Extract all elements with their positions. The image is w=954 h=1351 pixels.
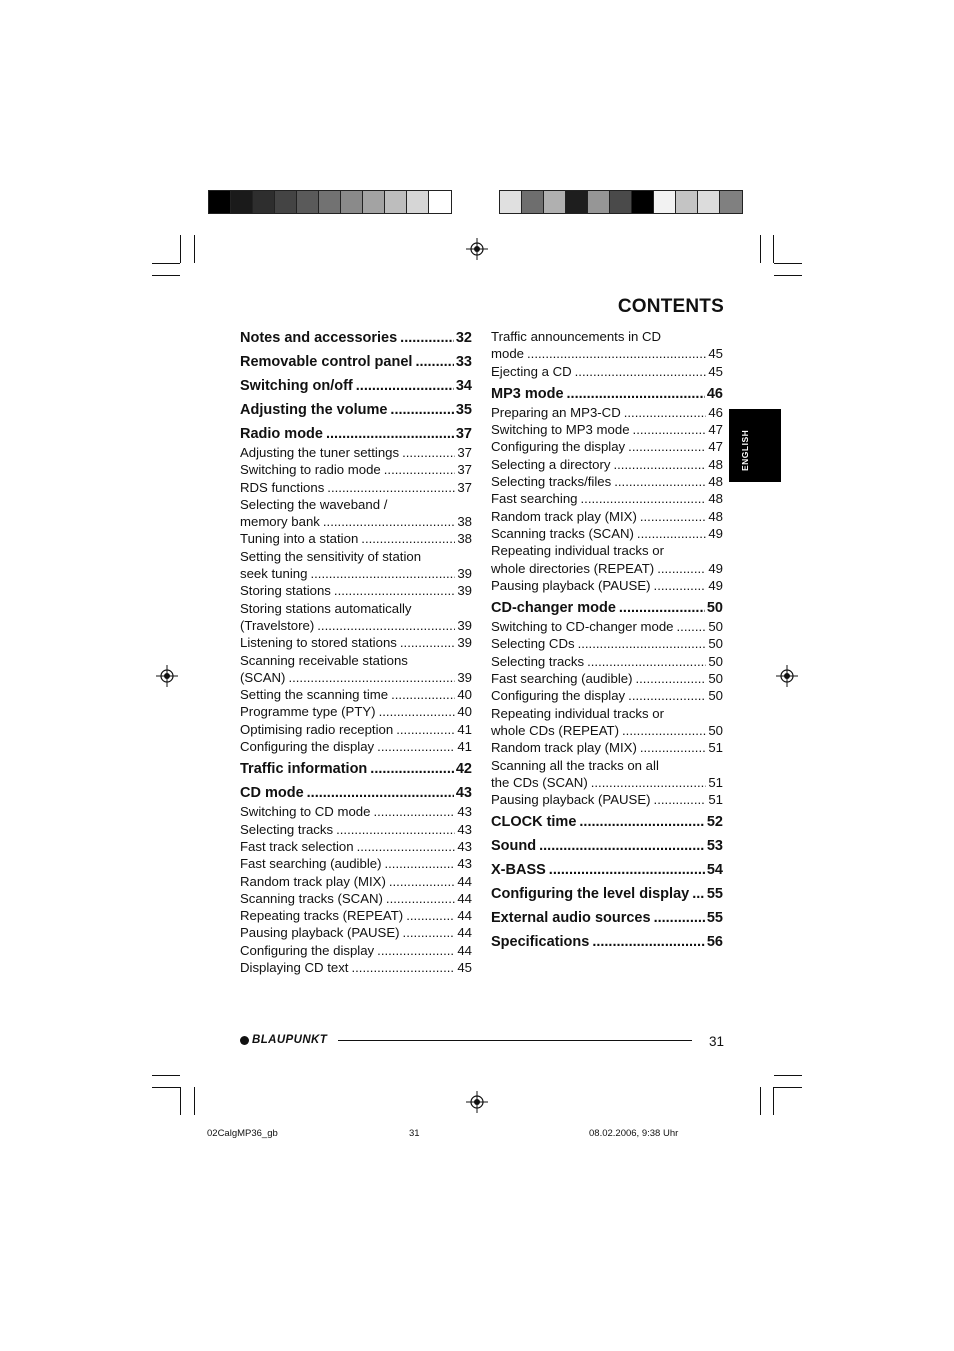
toc-entry — [240, 634, 472, 651]
dot-leader — [334, 582, 455, 599]
toc-page-number: 37 — [457, 445, 472, 460]
toc-label: Notes and accessories — [240, 330, 398, 346]
toc-entry-line: Scanning receivable stations — [240, 652, 408, 668]
dot-leader — [657, 560, 706, 577]
toc-page-number: 52 — [706, 814, 723, 831]
dot-leader — [628, 687, 706, 704]
toc-label: Listening to stored stations — [240, 635, 397, 651]
color-swatch — [500, 191, 522, 213]
dot-leader — [377, 738, 455, 755]
color-swatch — [363, 191, 385, 213]
toc-page-number: 50 — [708, 636, 723, 652]
toc-label: Configuring the display — [491, 439, 626, 455]
toc-entry — [240, 617, 472, 634]
toc-label: Removable control panel — [240, 354, 413, 370]
toc-page-number: 55 — [706, 886, 723, 903]
toc-page-number: 43 — [455, 785, 472, 802]
dot-leader — [587, 653, 706, 670]
color-swatch — [341, 191, 363, 213]
toc-entry — [491, 456, 723, 473]
toc-page-number: 47 — [708, 422, 723, 438]
toc-entry — [240, 890, 472, 907]
toc-entry — [240, 565, 472, 582]
dot-leader — [633, 421, 707, 438]
slug-date: 08.02.2006, 9:38 Uhr — [589, 1128, 679, 1139]
toc-label: whole CDs (REPEAT) — [491, 722, 619, 738]
registration-target-icon — [776, 665, 798, 687]
toc-entry-line: Repeating individual tracks or — [491, 705, 664, 721]
dot-leader — [692, 884, 705, 904]
toc-entry-line: Storing stations automatically — [240, 600, 412, 616]
toc-label: Pausing playback (PAUSE) — [240, 925, 400, 941]
dot-leader — [654, 577, 707, 594]
toc-entry — [491, 722, 723, 739]
toc-entry-line: Scanning all the tracks on all — [491, 757, 659, 773]
toc-label: whole directories (REPEAT) — [491, 560, 655, 576]
dot-leader — [386, 890, 455, 907]
toc-page-number: 38 — [457, 514, 472, 530]
dot-leader — [415, 352, 453, 372]
color-swatch — [209, 191, 231, 213]
color-swatch — [610, 191, 632, 213]
toc-label: Configuring the display — [240, 739, 375, 755]
dot-leader — [370, 759, 454, 779]
toc-entry — [491, 560, 723, 577]
dot-leader — [624, 404, 707, 421]
color-swatch — [720, 191, 742, 213]
dot-leader — [567, 384, 705, 404]
toc-section — [491, 908, 723, 928]
color-swatch — [588, 191, 610, 213]
toc-label: Ejecting a CD — [491, 363, 572, 379]
toc-page-number: 44 — [457, 890, 472, 906]
toc-label: External audio sources — [491, 910, 651, 927]
toc-label: Selecting tracks — [491, 653, 585, 669]
color-swatch — [676, 191, 698, 213]
toc-page-number: 32 — [455, 330, 472, 346]
dot-leader — [391, 686, 455, 703]
toc-page-number: 41 — [457, 721, 472, 737]
toc-label: (Travelstore) — [240, 617, 315, 633]
toc-section — [491, 932, 723, 952]
toc-page-number: 39 — [457, 583, 472, 599]
dot-leader — [591, 774, 707, 791]
toc-label: Specifications — [491, 934, 590, 951]
toc-page-number: 55 — [706, 910, 723, 927]
toc-page-number: 39 — [457, 566, 472, 582]
toc-page-number: 41 — [457, 739, 472, 755]
toc-section — [491, 836, 723, 856]
toc-page-number: 39 — [457, 669, 472, 685]
toc-section — [491, 860, 723, 880]
dot-leader — [575, 363, 707, 380]
toc-label: Sound — [491, 838, 537, 855]
color-swatch — [231, 191, 253, 213]
toc-label: CD mode — [240, 785, 304, 802]
toc-label: Random track play (MIX) — [491, 508, 637, 524]
dot-leader — [578, 635, 707, 652]
toc-entry — [240, 738, 472, 755]
toc-label: Adjusting the volume — [240, 402, 388, 418]
toc-label: Storing stations — [240, 583, 331, 599]
slug-file-name: 02CalgMP36_gb — [207, 1128, 278, 1139]
toc-page-number: 44 — [457, 908, 472, 924]
toc-label: Switching to CD mode — [240, 804, 371, 820]
toc-label: Switching to CD-changer mode — [491, 619, 674, 635]
dot-leader — [654, 791, 707, 808]
registration-target-icon — [156, 665, 178, 687]
toc-section — [491, 598, 723, 618]
dot-leader — [326, 424, 454, 444]
toc-label: Random track play (MIX) — [240, 873, 386, 889]
toc-label: X-BASS — [491, 862, 546, 879]
toc-entry — [491, 774, 723, 791]
dot-leader — [613, 456, 706, 473]
toc-label: Displaying CD text — [240, 960, 349, 976]
toc-label: Selecting CDs — [491, 636, 575, 652]
dot-leader — [539, 836, 705, 856]
toc-page-number: 44 — [457, 873, 472, 889]
toc-label: Repeating tracks (REPEAT) — [240, 908, 404, 924]
toc-label: Switching to radio mode — [240, 462, 381, 478]
toc-label: Configuring the level display — [491, 886, 690, 903]
toc-page-number: 45 — [457, 960, 472, 976]
toc-entry-line: Traffic announcements in CD — [491, 329, 662, 344]
toc-page-number: 54 — [706, 862, 723, 879]
toc-entry — [240, 669, 472, 686]
dot-leader — [635, 670, 706, 687]
color-swatch — [319, 191, 341, 213]
toc-page-number: 40 — [457, 704, 472, 720]
language-tab-label: ENGLISH — [740, 429, 750, 471]
toc-section — [240, 424, 472, 444]
toc-entry — [491, 473, 723, 490]
toc-section — [240, 328, 472, 348]
toc-label: Selecting tracks — [240, 821, 334, 837]
brand-name: BLAUPUNKT — [252, 1034, 328, 1046]
toc-page-number: 37 — [457, 479, 472, 495]
toc-page-number: 43 — [457, 838, 472, 854]
toc-page-number: 51 — [708, 740, 723, 756]
dot-leader — [373, 803, 455, 820]
color-swatch — [429, 191, 451, 213]
dot-leader — [396, 721, 455, 738]
toc-page-number: 56 — [706, 934, 723, 951]
toc-section — [240, 783, 472, 803]
dot-leader — [288, 669, 455, 686]
dot-leader — [351, 959, 455, 976]
toc-page-number: 48 — [708, 456, 723, 472]
toc-entry — [240, 907, 472, 924]
toc-entry — [240, 924, 472, 941]
registration-target-icon — [466, 1091, 488, 1113]
toc-page-number: 49 — [708, 525, 723, 541]
footer-rule — [338, 1040, 692, 1041]
toc-page-number: 48 — [708, 474, 723, 490]
toc-page-number: 51 — [708, 774, 723, 790]
toc-label: Programme type (PTY) — [240, 704, 376, 720]
dot-leader — [307, 783, 454, 803]
toc-section — [491, 384, 723, 404]
dot-leader — [377, 942, 455, 959]
toc-page-number: 40 — [457, 687, 472, 703]
toc-page-number: 47 — [708, 439, 723, 455]
toc-page-number: 48 — [708, 491, 723, 507]
dot-leader — [336, 821, 455, 838]
toc-entry-line: Selecting the waveband / — [240, 496, 388, 512]
toc-page-number: 50 — [708, 722, 723, 738]
toc-entry — [491, 421, 723, 438]
toc-entry — [491, 508, 723, 525]
toc-entry — [240, 838, 472, 855]
toc-entry — [240, 873, 472, 890]
dot-leader — [527, 345, 706, 362]
toc-column-left — [240, 328, 472, 976]
page-number: 31 — [708, 1034, 724, 1049]
toc-label: Traffic information — [240, 761, 368, 778]
toc-entry-line: Setting the sensitivity of station — [240, 548, 422, 564]
toc-label: Pausing playback (PAUSE) — [491, 577, 651, 593]
color-swatch — [566, 191, 588, 213]
toc-page-number: 45 — [708, 363, 723, 379]
toc-section — [240, 376, 472, 396]
toc-page-number: 37 — [455, 426, 472, 442]
language-side-tab — [729, 409, 781, 482]
color-calibration-bar-right — [499, 190, 743, 214]
toc-entry — [240, 721, 472, 738]
toc-label: Configuring the display — [491, 688, 626, 704]
toc-label: Scanning tracks (SCAN) — [240, 890, 383, 906]
toc-label: Selecting tracks/files — [491, 474, 612, 490]
toc-label: Setting the scanning time — [240, 687, 389, 703]
toc-label: (SCAN) — [240, 669, 286, 685]
toc-entry — [240, 513, 472, 530]
toc-label: Fast searching — [491, 491, 578, 507]
toc-label: Optimising radio reception — [240, 721, 394, 737]
toc-label: Fast searching (audible) — [491, 671, 633, 687]
toc-entry — [240, 703, 472, 720]
toc-label: seek tuning — [240, 566, 308, 582]
dot-leader — [361, 530, 455, 547]
toc-section — [491, 812, 723, 832]
dot-leader — [406, 907, 455, 924]
toc-entry — [240, 959, 472, 976]
toc-label: memory bank — [240, 514, 320, 530]
toc-label: Selecting a directory — [491, 456, 611, 472]
toc-page-number: 38 — [457, 531, 472, 547]
slug-page: 31 — [409, 1128, 420, 1139]
toc-entry — [240, 530, 472, 547]
toc-label: RDS functions — [240, 479, 325, 495]
toc-page-number: 34 — [455, 378, 472, 394]
toc-column-right — [491, 328, 723, 952]
toc-page-number: 37 — [457, 462, 472, 478]
toc-page-number: 43 — [457, 821, 472, 837]
toc-entry — [240, 821, 472, 838]
toc-page-number: 48 — [708, 508, 723, 524]
toc-entry — [240, 855, 472, 872]
dot-leader — [619, 598, 705, 618]
dot-leader — [614, 473, 706, 490]
toc-label: Fast searching (audible) — [240, 856, 382, 872]
dot-leader — [628, 438, 706, 455]
toc-label: Random track play (MIX) — [491, 740, 637, 756]
brand-logo — [240, 1034, 327, 1046]
toc-section — [240, 352, 472, 372]
toc-label: Radio mode — [240, 426, 323, 442]
dot-leader — [323, 513, 455, 530]
toc-label: the CDs (SCAN) — [491, 774, 588, 790]
dot-leader — [356, 376, 454, 396]
toc-page-number: 43 — [457, 804, 472, 820]
toc-page-number: 46 — [708, 404, 723, 420]
toc-page-number: 50 — [708, 653, 723, 669]
toc-label: mode — [491, 346, 524, 362]
toc-entry — [491, 438, 723, 455]
dot-leader — [549, 860, 705, 880]
toc-section — [240, 400, 472, 420]
toc-entry — [491, 791, 723, 808]
toc-entry — [491, 618, 723, 635]
toc-label: Fast track selection — [240, 838, 354, 854]
toc-page-number: 50 — [708, 688, 723, 704]
toc-page-number: 39 — [457, 617, 472, 633]
toc-page-number: 45 — [708, 346, 723, 362]
color-swatch — [253, 191, 275, 213]
dot-leader — [622, 722, 706, 739]
toc-page-number: 53 — [706, 838, 723, 855]
toc-page-number: 49 — [708, 560, 723, 576]
toc-entry — [240, 582, 472, 599]
color-calibration-bar-left — [208, 190, 452, 214]
dot-leader — [390, 400, 453, 420]
dot-leader — [403, 924, 456, 941]
dot-leader — [384, 461, 456, 478]
toc-page-number: 33 — [455, 354, 472, 370]
toc-page-number: 43 — [457, 856, 472, 872]
toc-page-number: 35 — [455, 402, 472, 418]
toc-section — [240, 759, 472, 779]
color-swatch — [297, 191, 319, 213]
toc-label: Preparing an MP3-CD — [491, 404, 621, 420]
dot-leader — [402, 444, 455, 461]
toc-section — [491, 884, 723, 904]
toc-page-number: 39 — [457, 635, 472, 651]
toc-label: CD-changer mode — [491, 600, 616, 617]
dot-leader — [581, 490, 707, 507]
brand-dot-icon — [240, 1036, 249, 1045]
toc-page-number: 44 — [457, 925, 472, 941]
toc-label: MP3 mode — [491, 385, 564, 402]
toc-label: Configuring the display — [240, 942, 375, 958]
toc-label: Tuning into a station — [240, 531, 359, 547]
dot-leader — [327, 479, 455, 496]
toc-entry — [240, 461, 472, 478]
dot-leader — [400, 634, 455, 651]
toc-entry — [240, 479, 472, 496]
toc-entry — [240, 942, 472, 959]
toc-entry — [491, 490, 723, 507]
toc-entry-line: Repeating individual tracks or — [491, 543, 664, 559]
dot-leader — [637, 525, 706, 542]
registration-target-icon — [466, 238, 488, 260]
dot-leader — [677, 618, 707, 635]
toc-entry — [491, 687, 723, 704]
dot-leader — [400, 328, 454, 348]
toc-entry — [491, 739, 723, 756]
color-swatch — [522, 191, 544, 213]
toc-label: Switching on/off — [240, 378, 353, 394]
color-swatch — [654, 191, 676, 213]
color-swatch — [632, 191, 654, 213]
dot-leader — [310, 565, 455, 582]
toc-entry — [491, 345, 723, 362]
color-swatch — [385, 191, 407, 213]
toc-label: Pausing playback (PAUSE) — [491, 792, 651, 808]
toc-entry — [491, 635, 723, 652]
toc-page-number: 50 — [708, 619, 723, 635]
toc-entry — [491, 653, 723, 670]
dot-leader — [579, 812, 704, 832]
dot-leader — [654, 908, 705, 928]
toc-entry — [491, 363, 723, 380]
toc-entry — [491, 525, 723, 542]
toc-page-number: 50 — [708, 671, 723, 687]
color-swatch — [407, 191, 429, 213]
toc-entry — [240, 686, 472, 703]
toc-entry — [491, 577, 723, 594]
dot-leader — [640, 739, 706, 756]
dot-leader — [640, 508, 706, 525]
dot-leader — [379, 703, 456, 720]
dot-leader — [384, 855, 455, 872]
dot-leader — [389, 873, 455, 890]
toc-label: Scanning tracks (SCAN) — [491, 525, 634, 541]
toc-label: Adjusting the tuner settings — [240, 445, 400, 460]
toc-page-number: 51 — [708, 792, 723, 808]
toc-page-number: 50 — [706, 600, 723, 617]
toc-label: Switching to MP3 mode — [491, 422, 630, 438]
toc-entry — [491, 404, 723, 421]
color-swatch — [275, 191, 297, 213]
dot-leader — [317, 617, 455, 634]
toc-entry — [240, 803, 472, 820]
toc-page-number: 46 — [706, 385, 723, 402]
toc-label: CLOCK time — [491, 814, 577, 831]
toc-page-number: 44 — [457, 942, 472, 958]
page-title: CONTENTS — [617, 296, 724, 317]
toc-page-number: 49 — [708, 577, 723, 593]
color-swatch — [544, 191, 566, 213]
toc-entry — [491, 670, 723, 687]
dot-leader — [357, 838, 456, 855]
toc-page-number: 42 — [455, 761, 472, 778]
color-swatch — [698, 191, 720, 213]
dot-leader — [592, 932, 705, 952]
toc-entry — [240, 444, 472, 461]
